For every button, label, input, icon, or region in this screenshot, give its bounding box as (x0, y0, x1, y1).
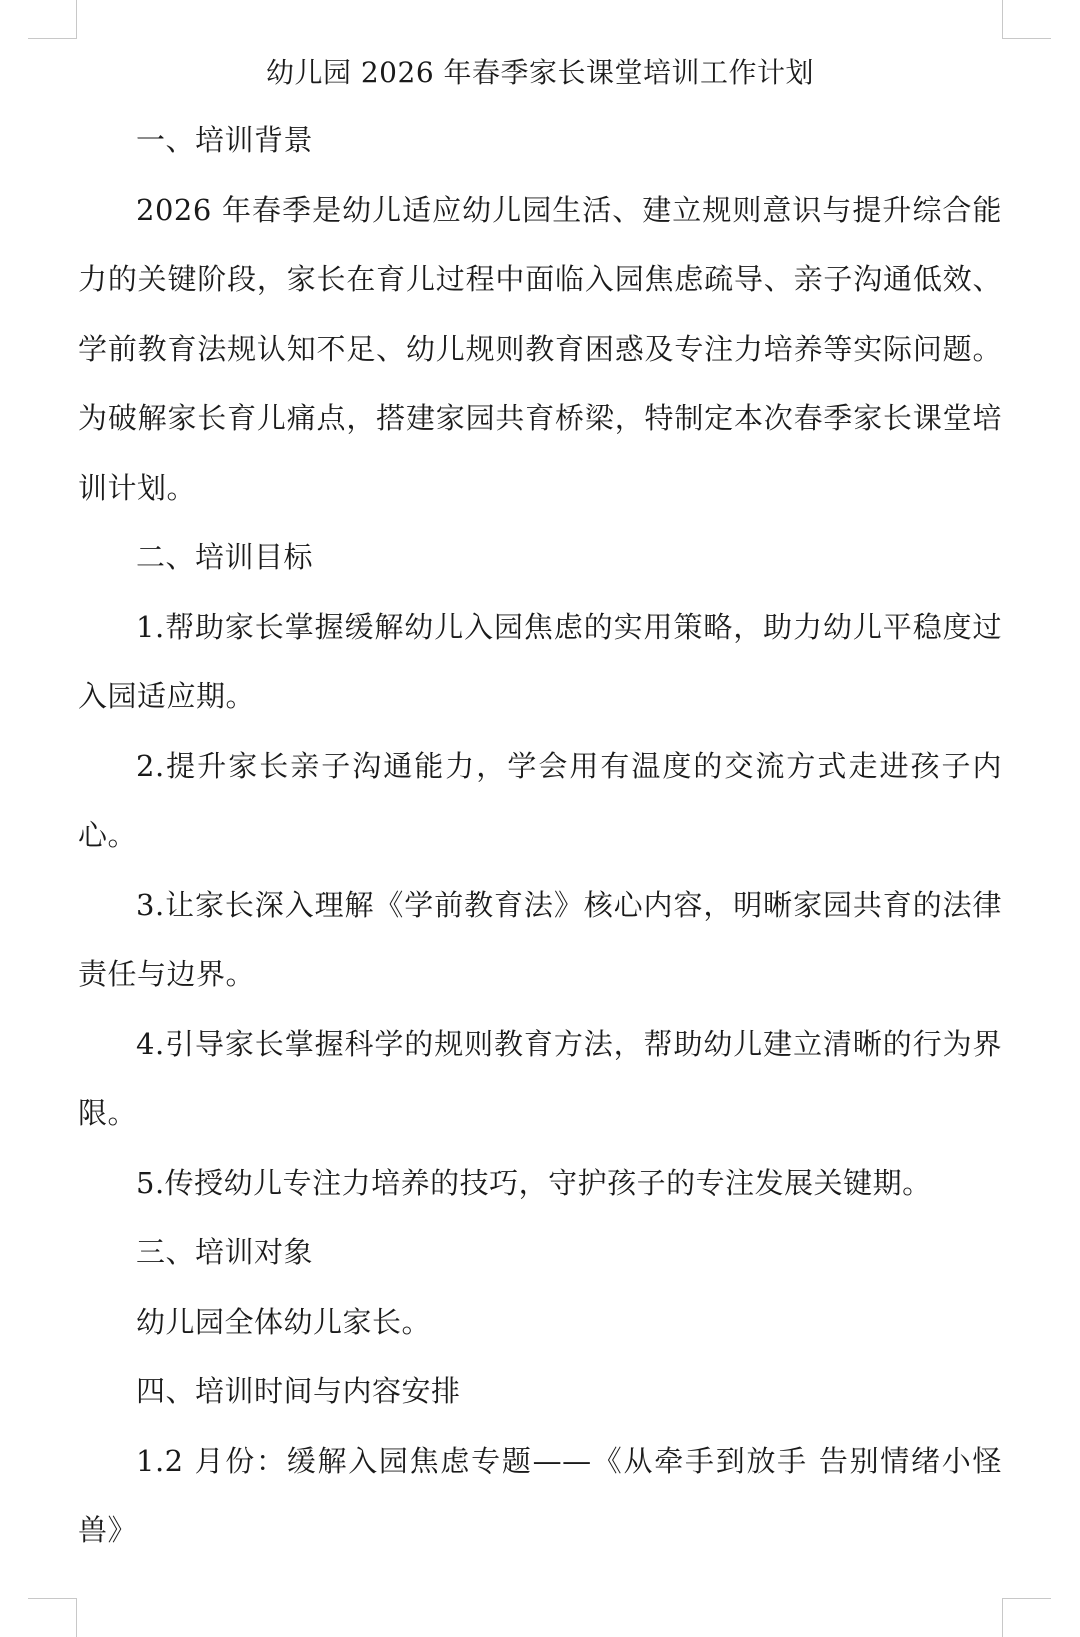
goal-item: 3.让家长深入理解《学前教育法》核心内容，明晰家园共育的法律责任与边界。 (78, 887, 1002, 991)
section-background (78, 106, 1002, 523)
schedule-item: 1.2 月份：缓解入园焦虑专题——《从牵手到放手 告别情绪小怪兽》 (78, 1443, 1002, 1547)
section-heading: 三、培训对象 (136, 1235, 314, 1269)
crop-mark-top-left (28, 0, 77, 39)
goal-item: 4.引导家长掌握科学的规则教育方法，帮助幼儿建立清晰的行为界限。 (78, 1026, 1002, 1130)
crop-mark-bottom-left (28, 1598, 77, 1637)
goal-item: 5.传授幼儿专注力培养的技巧，守护孩子的专注发展关键期。 (136, 1165, 932, 1200)
document-title: 幼儿园 2026 年春季家长课堂培训工作计划 (265, 56, 815, 89)
goal-item: 1.帮助家长掌握缓解幼儿入园焦虑的实用策略，助力幼儿平稳度过入园适应期。 (78, 609, 1002, 713)
paragraph: 2026 年春季是幼儿适应幼儿园生活、建立规则意识与提升综合能力的关键阶段，家长在育儿过程中面临入园焦虑疏导、亲子沟通低效、学前教育法规认知不足、幼儿规则教育困惑及专注力培养等实际问题。为破解家长育儿痛点，搭建家园共育桥梁，特制定本次春季家长课堂培训计划。 (78, 192, 1002, 505)
section-heading: 四、培训时间与内容安排 (136, 1374, 461, 1408)
section-goals (78, 523, 1002, 1218)
section-heading: 二、培训目标 (136, 540, 314, 574)
crop-mark-top-right (1002, 0, 1051, 39)
goal-item: 2.提升家长亲子沟通能力，学会用有温度的交流方式走进孩子内心。 (78, 748, 1002, 852)
paragraph: 幼儿园全体幼儿家长。 (136, 1304, 432, 1339)
section-heading: 一、培训背景 (136, 123, 314, 157)
crop-mark-bottom-right (1002, 1598, 1051, 1637)
section-schedule (78, 1357, 1002, 1566)
document-page (78, 40, 1002, 1566)
section-audience (78, 1218, 1002, 1357)
